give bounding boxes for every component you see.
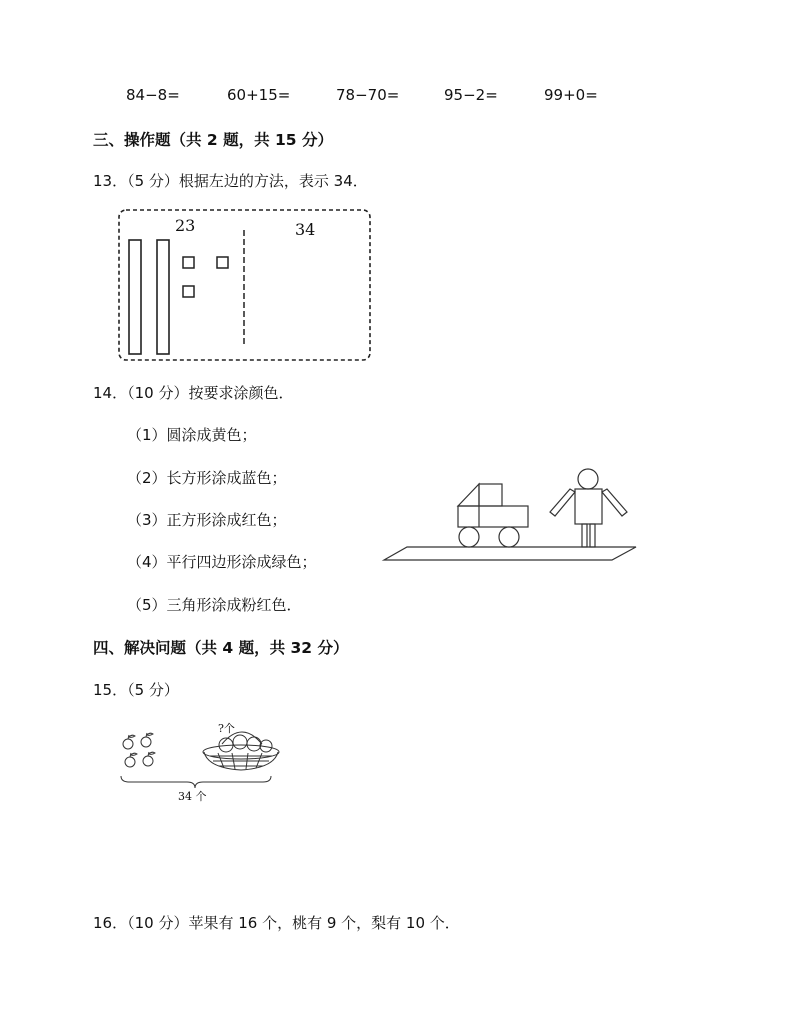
truck-body-rectangle [458, 506, 528, 527]
truck-wheel-right [499, 527, 519, 547]
unit-square-3 [183, 286, 194, 297]
q13-text: 13．（5 分）根据左边的方法，表示 34． [93, 172, 368, 190]
person-head-circle [578, 469, 598, 489]
equation-2: 60+15= [227, 86, 291, 104]
tens-rod-2 [157, 240, 169, 354]
truck-triangle [458, 484, 479, 506]
equation-3: 78−70= [336, 86, 400, 104]
ground-parallelogram [384, 547, 636, 560]
section4-title: 四、解决问题（共 4 题，共 32 分） [93, 639, 349, 657]
q15-question-mark-label: ?个 [218, 722, 235, 735]
basket-icon [203, 732, 279, 770]
equation-1: 84−8= [126, 86, 180, 104]
person-right-leg [590, 524, 595, 547]
q14-item-1: （1）圆涂成黄色； [127, 426, 257, 444]
q13-left-label: 23 [175, 216, 196, 235]
equation-4: 95−2= [444, 86, 498, 104]
apple-icon-1 [123, 735, 135, 749]
person-right-arm [602, 489, 627, 516]
unit-square-1 [183, 257, 194, 268]
q14-item-5: （5）三角形涂成粉红色． [127, 596, 302, 614]
q15-text: 15．（5 分） [93, 681, 179, 699]
equation-5: 99+0= [544, 86, 598, 104]
unit-square-2 [217, 257, 228, 268]
person-body-rectangle [575, 489, 602, 524]
section3-title: 三、操作题（共 2 题，共 15 分） [93, 131, 333, 149]
apple-icon-2 [141, 733, 153, 747]
q14-text: 14．（10 分）按要求涂颜色． [93, 384, 294, 402]
q14-item-2: （2）长方形涂成蓝色； [127, 469, 287, 487]
person-left-leg [582, 524, 587, 547]
apple-icon-3 [125, 753, 137, 767]
tens-rod-1 [129, 240, 141, 354]
total-brace [121, 776, 271, 788]
q14-item-3: （3）正方形涂成红色； [127, 511, 287, 529]
truck-cab-square [479, 484, 502, 506]
apple-icon-4 [143, 752, 155, 766]
person-left-arm [550, 489, 575, 516]
q16-text: 16．（10 分）苹果有 16 个，桃有 9 个，梨有 10 个． [93, 914, 460, 932]
q15-total-label: 34 个 [178, 790, 207, 803]
dashed-frame [119, 210, 370, 360]
truck-wheel-left [459, 527, 479, 547]
q14-item-4: （4）平行四边形涂成绿色； [127, 553, 317, 571]
q13-right-label: 34 [295, 220, 316, 239]
